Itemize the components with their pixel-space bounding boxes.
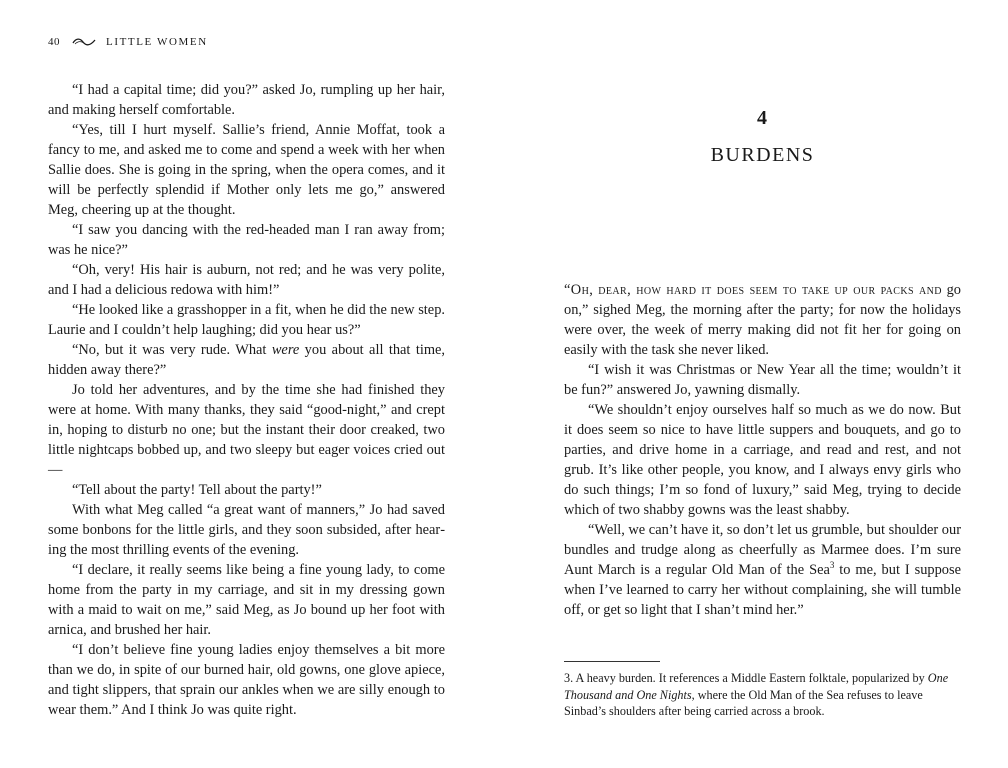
- paragraph: “Yes, till I hurt myself. Sallie’s friend, Annie Moffat, took a fancy to me, and asked me to come and spend a week with her when Sallie does. She is going in the spring, when the opera comes, and it will be perfectly splendid if Mother only lets me go,” answered Meg, cheering up at the thought.: [48, 122, 445, 218]
- paragraph-text: “Well, we can’t have it, so don’t let us grumble, but shoulder our bundles and trudge along as cheerfully as Marmee does. I’m sure Aunt March is a regular Old Man of the Sea: [564, 522, 961, 578]
- paragraph: “I saw you dancing with the red-headed man I ran away from; was he nice?”: [48, 222, 445, 258]
- footnote-text: 3. A heavy burden. It references a Middle Eastern folktale, popularized by: [564, 671, 928, 685]
- paragraph: With what Meg called “a great want of manners,” Jo had saved some bonbons for the little girls, and they soon subsided, after hearing the most thrilling events of the evening.: [48, 502, 445, 558]
- paragraph: “We shouldn’t enjoy ourselves half so much as we do now. But it does seem so nice to have little suppers and bouquets, and go to parties, and drive home in a carriage, and read and rest, and not grub. It’s like other people, you know, and I always envy girls who do such things; I’m so fond of luxury,” said Meg, trying to decide which of two shabby gowns was the least shabby.: [564, 402, 961, 518]
- left-body-text: [48, 80, 445, 720]
- paragraph: “I wish it was Christmas or New Year all the time; wouldn’t it be fun?” answered Jo, yawning dismally.: [564, 362, 961, 398]
- footnote-divider: [564, 661, 660, 662]
- paragraph-text: to me, but I suppose when I’ve learned to carry her without complaining, she will tumble off, or get so light that I shan’t mind her.”: [564, 562, 961, 618]
- footnote-reference: 3: [829, 560, 835, 571]
- paragraph-text: you about all that time, hidden away there?”: [48, 342, 446, 378]
- paragraph: [564, 520, 961, 620]
- right-body-text: [564, 280, 961, 620]
- footnote-emphasis: One Thousand and One Nights: [564, 671, 949, 702]
- opening-paragraph: [564, 280, 961, 360]
- paragraph: “He looked like a grasshopper in a fit, when he did the new step. Laurie and I couldn’t help laughing; did you hear us?”: [48, 302, 445, 338]
- paragraph-text: go on,” sighed Meg, the morning after the party; for now the holidays were over, the week of merry making did not fit her for going on easily with the task she never liked.: [564, 282, 961, 358]
- opening-lead: “Oh, dear, how hard it does seem to take up our packs and: [564, 282, 942, 298]
- chapter-title: BURDENS: [710, 144, 815, 166]
- footnote: [564, 670, 961, 720]
- paragraph: “Tell about the party! Tell about the party!”: [72, 482, 322, 498]
- running-title: LITTLE WOMEN: [106, 36, 208, 48]
- chapter-number: 4: [757, 107, 768, 129]
- paragraph: “Oh, very! His hair is auburn, not red; and he was very polite, and I had a delicious redowa with him!”: [48, 262, 445, 298]
- paragraph: “I declare, it really seems like being a fine young lady, to come home from the party in my carriage, and sit in my dressing gown with a maid to wait on me,” said Meg, as Jo bound up her foot with arnica, and brushed her hair.: [48, 562, 445, 638]
- running-head: [48, 36, 208, 48]
- paragraph-text: “No, but it was very rude. What: [72, 342, 272, 358]
- page-number: 40: [48, 36, 60, 48]
- paragraph: “I don’t believe fine young ladies enjoy themselves a bit more than we do, in spite of our burned hair, old gowns, one glove apiece, and tight slippers, that sprain our ankles when we are silly enough to wear them.” And I think Jo was quite right.: [48, 642, 445, 718]
- footnote-text: , where the Old Man of the Sea refuses to leave Sinbad’s shoulders after being carried across a brook.: [564, 687, 923, 718]
- emphasis: were: [271, 342, 300, 358]
- paragraph: Jo told her adventures, and by the time she had finished they were at home. With many thanks, they said “good-night,” and crept in, hoping to disturb no one; but the instant their door creaked, two little nightcaps bobbed up, and two sleepy but eager voices cried out—: [48, 382, 445, 478]
- swash-ornament-icon: [72, 37, 96, 47]
- paragraph: “I had a capital time; did you?” asked Jo, rumpling up her hair, and making herself comfortable.: [48, 82, 445, 118]
- paragraph: [48, 340, 445, 380]
